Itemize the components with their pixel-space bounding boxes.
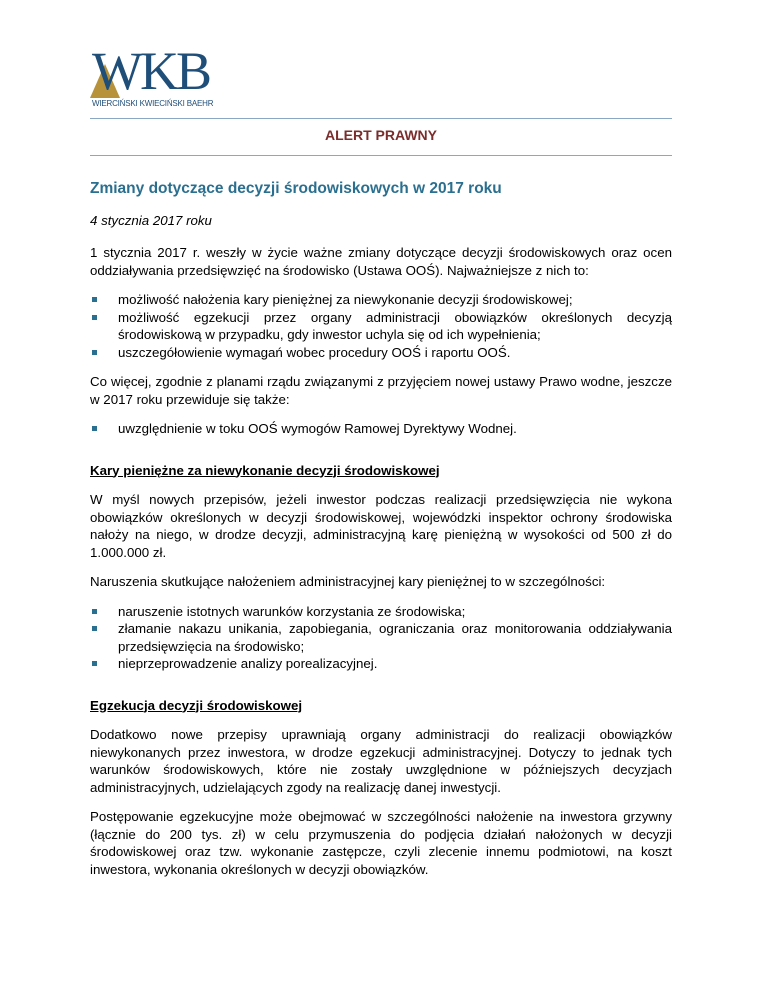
intro-paragraph: 1 stycznia 2017 r. weszły w życie ważne zmiany dotyczące decyzji środowiskowych oraz ocen oddziaływania przedsięwzięć na środowisko (Ustawa OOŚ). Najważniejsze z nich to: (90, 245, 672, 278)
bullet-square-icon (92, 297, 97, 302)
list-item: możliwość nałożenia kary pieniężnej za niewykonanie decyzji środowiskowej; (90, 291, 672, 309)
bullet-square-icon (92, 426, 97, 431)
enforcement-paragraph-2: Postępowanie egzekucyjne może obejmować w szczególności nałożenie na inwestora grzywny (łącznie do 200 tys. zł) w celu przymuszenia do podjęcia działań nałożonych w decyzji środowiskowej oraz tzw. wykonanie zastępcze, czyli zlecenie innemu podmiotowi, na koszt inwestora, wykonania określonych w decyzji obowiązków. (90, 809, 672, 877)
bullet-square-icon (92, 350, 97, 355)
penalties-bullet-list (90, 603, 672, 673)
list-item: uwzględnienie w toku OOŚ wymogów Ramowej Dyrektywy Wodnej. (90, 420, 672, 438)
section-heading-penalties: Kary pieniężne za niewykonanie decyzji środowiskowej (90, 462, 440, 478)
logo-tagline: WIERCIŃSKI KWIECIŃSKI BAEHR (92, 99, 214, 108)
penalties-paragraph-1: W myśl nowych przepisów, jeżeli inwestor podczas realizacji przedsięwzięcia nie wykona obowiązków określonych w decyzji środowiskowej, wojewódzki inspektor ochrony środowiska nałoży na niego, w drodze decyzji, administracyjną karę pieniężną w wysokości od 500 zł do 1.000.000 zł. (90, 492, 672, 560)
bullet-square-icon (92, 661, 97, 666)
plans-bullet-list (90, 420, 672, 438)
bullet-square-icon (92, 315, 97, 320)
list-item: naruszenie istotnych warunków korzystania ze środowiska; (90, 603, 672, 621)
list-item: uszczegółowienie wymagań wobec procedury OOŚ i raportu OOŚ. (90, 344, 672, 362)
wkb-logo (88, 41, 228, 108)
logo-letters: WKB (92, 41, 209, 101)
alert-label: ALERT PRAWNY (325, 127, 437, 143)
header-rule-top (90, 118, 672, 119)
plans-paragraph: Co więcej, zgodnie z planami rządu związanymi z przyjęciem nowej ustawy Prawo wodne, jeszcze w 2017 roku przewiduje się także: (90, 374, 672, 407)
enforcement-paragraph-1: Dodatkowo nowe przepisy uprawniają organy administracji do realizacji obowiązków niewykonanych przez inwestora, w drodze egzekucji administracyjnej. Dotyczy to jednak tych warunków środowiskowych, które nie zostały uwzględnione w późniejszych decyzjach administracyjnych, udzielających zgody na realizację danej inwestycji. (90, 727, 672, 795)
bullet-square-icon (92, 626, 97, 631)
list-item: możliwość egzekucji przez organy administracji obowiązków określonych decyzją środowiskową w przypadku, gdy inwestor uchyla się od ich wypełnienia; (90, 309, 672, 344)
list-item: nieprzeprowadzenie analizy porealizacyjnej. (90, 655, 672, 673)
article-title: Zmiany dotyczące decyzji środowiskowych w 2017 roku (90, 180, 502, 197)
header-rule-bottom (90, 155, 672, 156)
bullet-square-icon (92, 609, 97, 614)
article-date: 4 stycznia 2017 roku (90, 212, 212, 228)
list-item: złamanie nakazu unikania, zapobiegania, ograniczania oraz monitorowania oddziaływania przedsięwzięcia na środowisko; (90, 620, 672, 655)
article (90, 180, 672, 890)
intro-bullet-list (90, 291, 672, 361)
penalties-paragraph-2: Naruszenia skutkujące nałożeniem administracyjnej kary pieniężnej to w szczególności: (90, 574, 606, 589)
section-heading-enforcement: Egzekucja decyzji środowiskowej (90, 697, 303, 713)
